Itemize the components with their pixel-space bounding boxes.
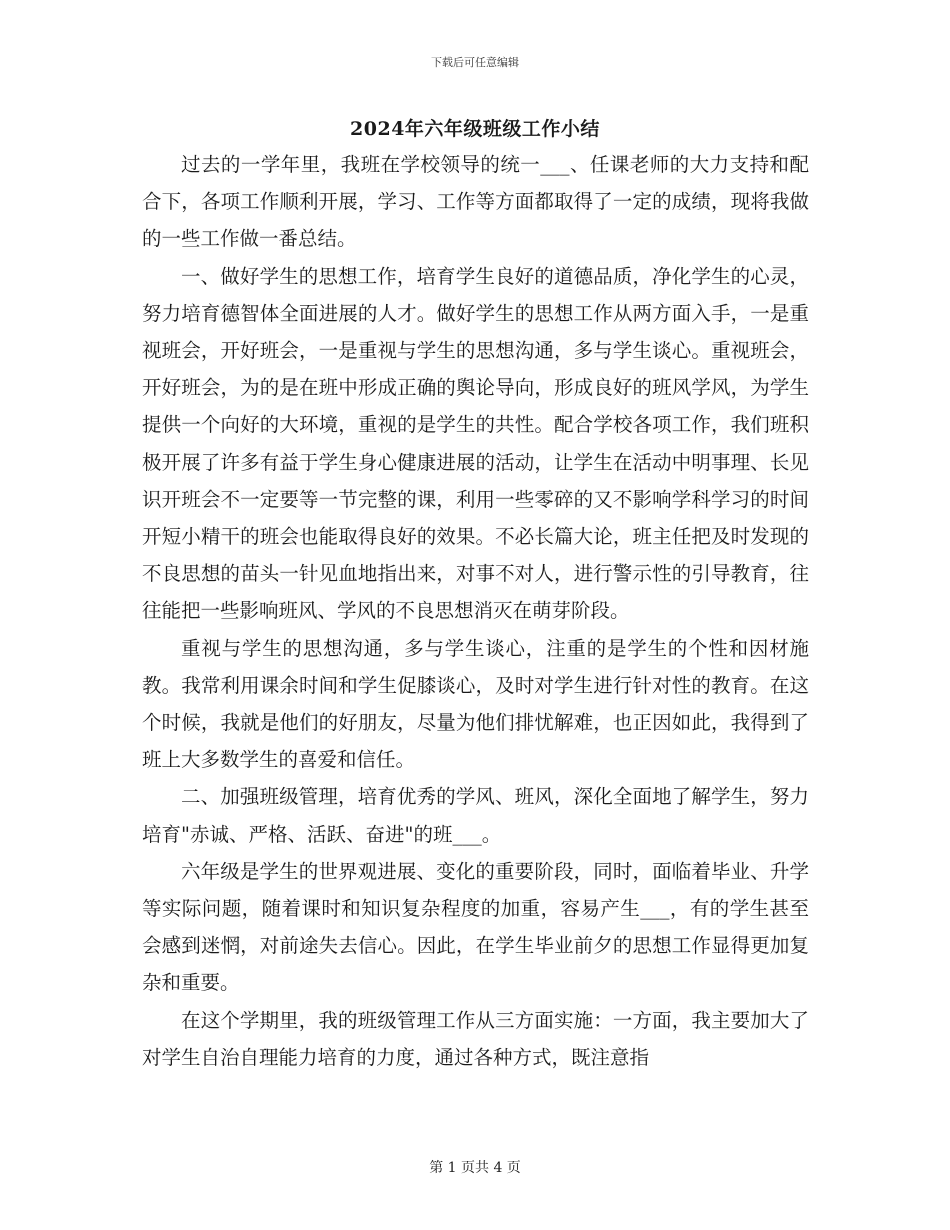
paragraph-grade-six: 六年级是学生的世界观进展、变化的重要阶段，同时，面临着毕业、升学等实际问题，随着课时和知识复杂程度的加重，容易产生___，有的学生甚至会感到迷惘，对前途失去信心。因此，在学生毕业前夕的思想工作显得更加复杂和重要。 xyxy=(142,859,809,995)
paragraph-communication: 重视与学生的思想沟通，多与学生谈心，注重的是学生的个性和因材施教。我常利用课余时间和学生促膝谈心，及时对学生进行针对性的教育。在这个时候，我就是他们的好朋友，尽量为他们排忧解难，也正因如此，我得到了班上大多数学生的喜爱和信任。 xyxy=(142,636,809,772)
paragraph-semester: 在这个学期里，我的班级管理工作从三方面实施：一方面，我主要加大了对学生自治自理能力培育的力度，通过各种方式，既注意指 xyxy=(142,1008,809,1069)
page-number: 第 1 页共 4 页 xyxy=(429,1160,521,1176)
paragraph-intro: 过去的一学年里，我班在学校领导的统一___、任课老师的大力支持和配合下，各项工作顺利开展，学习、工作等方面都取得了一定的成绩，现将我做的一些工作做一番总结。 xyxy=(142,153,809,251)
paragraph-section-one: 一、做好学生的思想工作，培育学生良好的道德品质，净化学生的心灵，努力培育德智体全面进展的人才。做好学生的思想工作从两方面入手，一是重视班会，开好班会，一是重视与学生的思想沟通，多与学生谈心。重视班会，开好班会，为的是在班中形成正确的舆论导向，形成良好的班风学风，为学生提供一个向好的大环境，重视的是学生的共性。配合学校各项工作，我们班积极开展了许多有益于学生身心健康进展的活动，让学生在活动中明事理、长见识开班会不一定要等一节完整的课，利用一些零碎的又不影响学科学习的时间开短小精干的班会也能取得良好的效果。不必长篇大论，班主任把及时发现的不良思想的苗头一针见血地指出来，对事不对人，进行警示性的引导教育，往往能把一些影响班风、学风的不良思想消灭在萌芽阶段。 xyxy=(142,264,809,623)
document-title: 2024年六年级班级工作小结 xyxy=(350,118,600,140)
document-body xyxy=(142,146,809,1076)
paragraph-section-two: 二、加强班级管理，培育优秀的学风、班风，深化全面地了解学生，努力培育"赤诚、严格、活跃、奋进"的班___。 xyxy=(142,785,809,846)
page-header-note: 下载后可任意编辑 xyxy=(431,56,519,69)
